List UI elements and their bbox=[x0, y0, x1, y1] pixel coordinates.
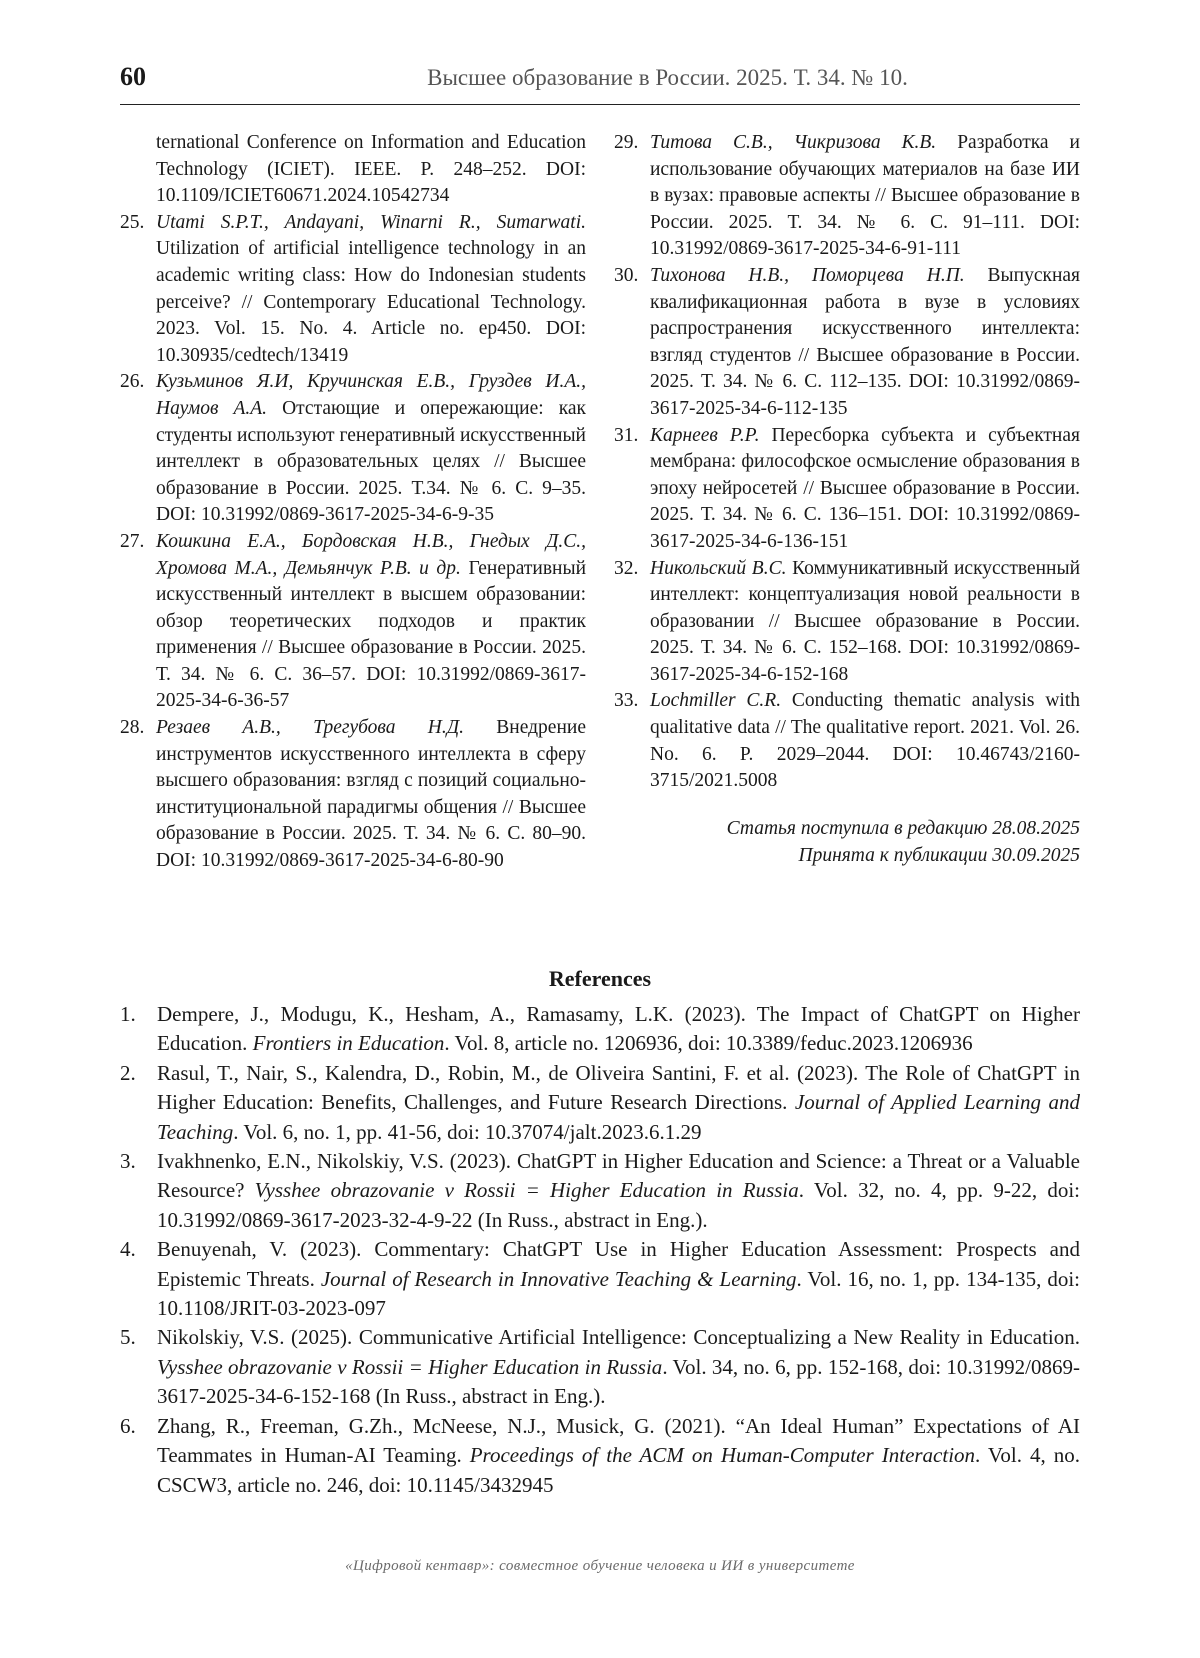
reference-source: Journal of Research in Innovative Teaching & Learning bbox=[320, 1266, 797, 1291]
reference-entry bbox=[120, 1323, 1080, 1411]
reference-number: 3. bbox=[120, 1149, 136, 1174]
reference-source: Frontiers in Education bbox=[252, 1031, 445, 1056]
reference-entry bbox=[120, 1147, 1080, 1235]
entry-text: ternational Conference on Information and Education Technology (ICIET). IEEE. P. 248–252. DOI: 10.1109/ICIET60671.2024.10542734 bbox=[156, 132, 586, 207]
running-head: Высшее образование в России. 2025. Т. 34. № 10. bbox=[427, 65, 908, 90]
entry-text: Коммуникативный искусственный интеллект: концептуализация новой реальности в образовании // Высшее образование в России. 2025. Т. 34. № 6. С. 152–168. DOI: 10.31992/0869-3617-2025-34-6-152-168 bbox=[650, 557, 1081, 685]
references-heading: References bbox=[548, 966, 652, 991]
entry-number: 26. bbox=[120, 371, 145, 393]
bibliography-right-column bbox=[614, 130, 1080, 869]
reference-text: Nikolskiy, V.S. (2025). Communicative Artificial Intelligence: Conceptualizing a New Reality in Education. bbox=[157, 1325, 1080, 1350]
reference-number: 4. bbox=[120, 1237, 136, 1262]
entry-number: 30. bbox=[614, 264, 639, 286]
reference-text: Rasul, T., Nair, S., Kalendra, D., Robin, M., de Oliveira Santini, F. et al. (2023). The Role of ChatGPT in Higher Education: Benefits, Challenges, and Future Research Directions. bbox=[157, 1060, 1080, 1115]
bibliography-entry bbox=[120, 130, 586, 210]
entry-authors: Кузьминов Я.И, Кручинская Е.В., Груздев И.А., Наумов А.А. bbox=[156, 371, 586, 419]
entry-authors: Титова С.В., Чикризова К.В. bbox=[650, 132, 937, 153]
entry-authors: Резаев А.В., Трегубова Н.Д. bbox=[156, 717, 465, 739]
entry-text: Внедрение инструментов искусственного интеллекта в сферу высшего образования: взгляд с позиций социально-институциональной парадигмы общения // Высшее образование в России. 2025. Т. 34. № 6. С. 80–90. DOI: 10.31992/0869-3617-2025-34-6-80-90 bbox=[156, 717, 586, 872]
entry-authors: Кошкина Е.А., Бордовская Н.В., Гнедых Д.С., Хромова М.А., Демьянчук Р.В. и др. bbox=[156, 530, 586, 579]
received-date: Статья поступила в редакцию 28.08.2025 bbox=[726, 817, 1080, 839]
entry-text: Conducting thematic analysis with qualitative data // The qualitative report. 2021. Vol. 26. No. 6. P. 2029–2044. DOI: 10.46743/2160-3715/2021.5008 bbox=[650, 690, 1081, 792]
reference-entry bbox=[120, 1000, 1080, 1059]
reference-entry bbox=[120, 1059, 1080, 1147]
bibliography-entry bbox=[614, 556, 1080, 689]
bibliography-entry bbox=[120, 715, 586, 875]
entry-authors: Тихонова Н.В., Поморцева Н.П. bbox=[650, 264, 965, 286]
entry-number: 32. bbox=[614, 557, 639, 579]
bibliography-entry bbox=[614, 423, 1080, 556]
entry-number: 27. bbox=[120, 530, 145, 552]
bibliography-left-column bbox=[120, 130, 586, 875]
entry-text: Utilization of artificial intelligence technology in an academic writing class: How do Indonesian students perceive? // Contemporary Educational Technology. 2023. Vol. 15. No. 4. Article no. ep450. DOI: 10.30935/cedtech/13419 bbox=[156, 238, 586, 366]
entry-number: 31. bbox=[614, 424, 639, 446]
bibliography-entry bbox=[120, 210, 586, 370]
reference-details: . Vol. 32, no. 4, pp. 9-22, doi: 10.31992/0869-3617-2023-32-4-9-22 (In Russ., abstract in Eng.). bbox=[157, 1178, 1080, 1232]
reference-number: 6. bbox=[120, 1413, 136, 1438]
bibliography-entry bbox=[120, 529, 586, 715]
article-dates bbox=[614, 815, 1080, 869]
reference-entry bbox=[120, 1412, 1080, 1500]
bibliography-entry bbox=[120, 369, 586, 529]
reference-details: . Vol. 4, no. CSCW3, article no. 246, doi: 10.1145/3432945 bbox=[157, 1443, 1080, 1497]
accepted-date: Принята к публикации 30.09.2025 bbox=[798, 844, 1080, 866]
entry-number: 25. bbox=[120, 211, 145, 233]
entry-authors: Utami S.P.T., Andayani, Winarni R., Sumarwati. bbox=[156, 211, 586, 233]
reference-source: Vysshee obrazovanie v Rossii = Higher Education in Russia bbox=[254, 1178, 799, 1203]
bibliography-entry bbox=[614, 130, 1080, 263]
reference-source: Journal of Applied Learning and Teaching bbox=[157, 1090, 1080, 1144]
entry-text: Отстающие и опережающие: как студенты используют генеративный искусственный интеллект в образовательных целях // Высшее образование в России. 2025. Т.34. № 6. С. 9–35. DOI: 10.31992/0869-3617-2025-34-6-9-35 bbox=[156, 397, 587, 526]
reference-text: Zhang, R., Freeman, G.Zh., McNeese, N.J., Musick, G. (2021). “An Ideal Human” Expectations of AI Teammates in Human-AI Teaming. bbox=[157, 1413, 1080, 1468]
bibliography-entry bbox=[614, 688, 1080, 794]
reference-text: Benuyenah, V. (2023). Commentary: ChatGPT Use in Higher Education Assessment: Prospects and Epistemic Threats. bbox=[157, 1237, 1080, 1291]
reference-text: Dempere, J., Modugu, K., Hesham, A., Ramasamy, L.K. (2023). The Impact of ChatGPT on Higher Education. bbox=[157, 1002, 1080, 1056]
reference-number: 5. bbox=[120, 1325, 136, 1350]
reference-entry bbox=[120, 1235, 1080, 1323]
reference-number: 2. bbox=[120, 1060, 136, 1085]
entry-text: Пересборка субъекта и субъектная мембрана: философское осмысление образования в эпоху нейросетей // Высшее образование в России. 2025. Т. 34. № 6. С. 136–151. DOI: 10.31992/0869-3617-2025-34-6-136-151 bbox=[650, 424, 1080, 552]
entry-authors: Никольский В.С. bbox=[650, 557, 787, 579]
page-number: 60 bbox=[120, 62, 146, 91]
entry-number: 28. bbox=[120, 717, 145, 739]
entry-text: Выпускная квалификационная работа в вузе в условиях распространения искусственного интеллекта: взгляд студентов // Высшее образование в России. 2025. Т. 34. № 6. С. 112–135. DOI: 10.31992/0869-3617-2025-34-6-112-135 bbox=[650, 264, 1081, 419]
references-list bbox=[120, 1000, 1080, 1500]
entry-authors: Карнеев Р.Р. bbox=[650, 424, 760, 446]
reference-details: . Vol. 8, article no. 1206936, doi: 10.3389/feduc.2023.1206936 bbox=[444, 1031, 973, 1056]
reference-number: 1. bbox=[120, 1002, 136, 1026]
entry-text: Генеративный искусственный интеллект в высшем образовании: обзор теоретических подходов и практик применения // Высшее образование в России. 2025. Т. 34. № 6. С. 36–57. DOI: 10.31992/0869-3617-2025-34-6-36-57 bbox=[156, 557, 587, 712]
reference-source: Proceedings of the ACM on Human-Computer Interaction bbox=[469, 1443, 976, 1468]
reference-text: Ivakhnenko, E.N., Nikolskiy, V.S. (2023). ChatGPT in Higher Education and Science: a Threat or a Valuable Resource? bbox=[157, 1149, 1080, 1203]
reference-details: . Vol. 6, no. 1, pp. 41-56, doi: 10.37074/jalt.2023.6.1.29 bbox=[233, 1119, 702, 1144]
reference-details: . Vol. 16, no. 1, pp. 134-135, doi: 10.1108/JRIT-03-2023-097 bbox=[157, 1266, 1081, 1321]
entry-text: Разработка и использование обучающих материалов на базе ИИ в вузах: правовые аспекты // Высшее образование в России. 2025. Т. 34. № 6. С. 91–111. DOI: 10.31992/0869-3617-2025-34-6-91-111 bbox=[650, 132, 1080, 260]
entry-number: 29. bbox=[614, 132, 639, 153]
entry-number: 33. bbox=[614, 690, 639, 712]
reference-details: . Vol. 34, no. 6, pp. 152-168, doi: 10.31992/0869-3617-2025-34-6-152-168 (In Russ., abstract in Eng.). bbox=[157, 1354, 1081, 1409]
entry-authors: Lochmiller C.R. bbox=[650, 690, 782, 712]
bibliography-entry bbox=[614, 263, 1080, 423]
reference-source: Vysshee obrazovanie v Rossii = Higher Education in Russia bbox=[157, 1354, 663, 1379]
running-footer: «Цифровой кентавр»: совместное обучение человека и ИИ в университете bbox=[345, 1558, 855, 1574]
header-rule bbox=[120, 104, 1080, 105]
